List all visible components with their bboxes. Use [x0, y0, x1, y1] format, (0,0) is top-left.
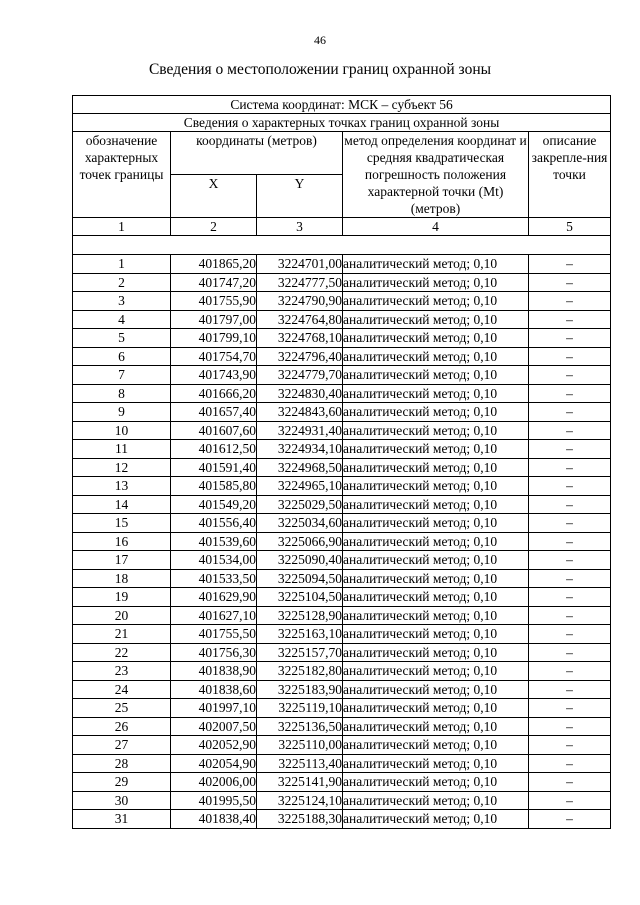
method-cell: аналитический метод; 0,10 — [343, 569, 529, 588]
x-coordinate-cell: 402054,90 — [171, 754, 257, 773]
description-cell: – — [529, 643, 611, 662]
x-coordinate-cell: 401657,40 — [171, 403, 257, 422]
y-coordinate-cell: 3225029,50 — [257, 495, 343, 514]
x-coordinate-cell: 401995,50 — [171, 791, 257, 810]
blank-cell — [73, 236, 611, 255]
y-coordinate-cell: 3225066,90 — [257, 532, 343, 551]
point-number-cell: 29 — [73, 773, 171, 792]
table-row — [73, 754, 611, 773]
method-cell: аналитический метод; 0,10 — [343, 791, 529, 810]
x-coordinate-cell: 402052,90 — [171, 736, 257, 755]
x-coordinate-cell: 402006,00 — [171, 773, 257, 792]
table-row — [73, 551, 611, 570]
description-cell: – — [529, 273, 611, 292]
method-cell: аналитический метод; 0,10 — [343, 273, 529, 292]
method-cell: аналитический метод; 0,10 — [343, 477, 529, 496]
method-cell: аналитический метод; 0,10 — [343, 680, 529, 699]
point-number-cell: 12 — [73, 458, 171, 477]
point-number-cell: 25 — [73, 699, 171, 718]
table-row — [73, 736, 611, 755]
point-number-cell: 18 — [73, 569, 171, 588]
method-cell: аналитический метод; 0,10 — [343, 366, 529, 385]
description-cell: – — [529, 551, 611, 570]
description-cell: – — [529, 736, 611, 755]
point-number-cell: 5 — [73, 329, 171, 348]
y-coordinate-cell: 3224843,60 — [257, 403, 343, 422]
y-coordinate-cell: 3225163,10 — [257, 625, 343, 644]
point-number-cell: 10 — [73, 421, 171, 440]
method-cell: аналитический метод; 0,10 — [343, 717, 529, 736]
description-cell: – — [529, 421, 611, 440]
point-number-cell: 4 — [73, 310, 171, 329]
method-cell: аналитический метод; 0,10 — [343, 384, 529, 403]
x-coordinate-cell: 401743,90 — [171, 366, 257, 385]
table-row — [73, 791, 611, 810]
y-coordinate-cell: 3225136,50 — [257, 717, 343, 736]
description-cell: – — [529, 625, 611, 644]
table-row — [73, 662, 611, 681]
x-coordinate-cell: 401666,20 — [171, 384, 257, 403]
point-number-cell: 19 — [73, 588, 171, 607]
y-coordinate-cell: 3224777,50 — [257, 273, 343, 292]
description-cell: – — [529, 680, 611, 699]
x-coordinate-cell: 401755,90 — [171, 292, 257, 311]
table-row — [73, 588, 611, 607]
description-cell: – — [529, 791, 611, 810]
column-number-3: 3 — [257, 218, 343, 236]
table-row — [73, 310, 611, 329]
y-coordinate-cell: 3224968,50 — [257, 458, 343, 477]
point-number-cell: 28 — [73, 754, 171, 773]
x-coordinate-cell: 401756,30 — [171, 643, 257, 662]
description-cell: – — [529, 310, 611, 329]
description-cell: – — [529, 292, 611, 311]
table-row — [73, 625, 611, 644]
x-coordinate-cell: 401556,40 — [171, 514, 257, 533]
method-cell: аналитический метод; 0,10 — [343, 440, 529, 459]
points-section-title: Сведения о характерных точках границ охранной зоны — [73, 114, 611, 132]
description-cell: – — [529, 366, 611, 385]
y-coordinate-cell: 3225113,40 — [257, 754, 343, 773]
x-coordinate-cell: 401838,60 — [171, 680, 257, 699]
point-number-cell: 21 — [73, 625, 171, 644]
point-number-cell: 3 — [73, 292, 171, 311]
table-row — [73, 532, 611, 551]
method-cell: аналитический метод; 0,10 — [343, 532, 529, 551]
y-coordinate-cell: 3225104,50 — [257, 588, 343, 607]
header-point-designation: обозначение характерных точек границы — [73, 132, 171, 218]
x-coordinate-cell: 401838,40 — [171, 810, 257, 829]
point-number-cell: 23 — [73, 662, 171, 681]
method-cell: аналитический метод; 0,10 — [343, 421, 529, 440]
description-cell: – — [529, 773, 611, 792]
table-row — [73, 643, 611, 662]
description-cell: – — [529, 810, 611, 829]
boundary-points-table — [72, 95, 611, 829]
column-number-1: 1 — [73, 218, 171, 236]
description-cell: – — [529, 477, 611, 496]
method-cell: аналитический метод; 0,10 — [343, 625, 529, 644]
description-cell: – — [529, 532, 611, 551]
column-number-4: 4 — [343, 218, 529, 236]
x-coordinate-cell: 401747,20 — [171, 273, 257, 292]
x-coordinate-cell: 402007,50 — [171, 717, 257, 736]
method-cell: аналитический метод; 0,10 — [343, 458, 529, 477]
method-cell: аналитический метод; 0,10 — [343, 514, 529, 533]
point-number-cell: 1 — [73, 255, 171, 274]
y-coordinate-cell: 3225124,10 — [257, 791, 343, 810]
description-cell: – — [529, 569, 611, 588]
y-coordinate-cell: 3224796,40 — [257, 347, 343, 366]
x-coordinate-cell: 401629,90 — [171, 588, 257, 607]
point-number-cell: 20 — [73, 606, 171, 625]
point-number-cell: 11 — [73, 440, 171, 459]
description-cell: – — [529, 384, 611, 403]
x-coordinate-cell: 401533,50 — [171, 569, 257, 588]
y-coordinate-cell: 3225090,40 — [257, 551, 343, 570]
description-cell: – — [529, 754, 611, 773]
table-row — [73, 569, 611, 588]
x-coordinate-cell: 401799,10 — [171, 329, 257, 348]
y-coordinate-cell: 3224934,10 — [257, 440, 343, 459]
point-number-cell: 2 — [73, 273, 171, 292]
table-row — [73, 495, 611, 514]
x-coordinate-cell: 401797,00 — [171, 310, 257, 329]
point-number-cell: 13 — [73, 477, 171, 496]
description-cell: – — [529, 717, 611, 736]
y-coordinate-cell: 3224790,90 — [257, 292, 343, 311]
description-cell: – — [529, 458, 611, 477]
table-row — [73, 440, 611, 459]
table-row — [73, 292, 611, 311]
y-coordinate-cell: 3225141,90 — [257, 773, 343, 792]
description-cell: – — [529, 495, 611, 514]
y-coordinate-cell: 3225094,50 — [257, 569, 343, 588]
method-cell: аналитический метод; 0,10 — [343, 310, 529, 329]
x-coordinate-cell: 401607,60 — [171, 421, 257, 440]
description-cell: – — [529, 588, 611, 607]
y-coordinate-cell: 3225157,70 — [257, 643, 343, 662]
x-coordinate-cell: 401539,60 — [171, 532, 257, 551]
point-number-cell: 14 — [73, 495, 171, 514]
method-cell: аналитический метод; 0,10 — [343, 773, 529, 792]
x-coordinate-cell: 401591,40 — [171, 458, 257, 477]
method-cell: аналитический метод; 0,10 — [343, 329, 529, 348]
point-number-cell: 31 — [73, 810, 171, 829]
point-number-cell: 9 — [73, 403, 171, 422]
table-row — [73, 606, 611, 625]
x-coordinate-cell: 401838,90 — [171, 662, 257, 681]
method-cell: аналитический метод; 0,10 — [343, 810, 529, 829]
method-cell: аналитический метод; 0,10 — [343, 736, 529, 755]
method-cell: аналитический метод; 0,10 — [343, 495, 529, 514]
table-row — [73, 717, 611, 736]
table-row — [73, 477, 611, 496]
point-number-cell: 8 — [73, 384, 171, 403]
document-title: Сведения о местоположении границ охранной зоны — [148, 61, 492, 78]
y-coordinate-cell: 3225183,90 — [257, 680, 343, 699]
table-row — [73, 255, 611, 274]
x-coordinate-cell: 401612,50 — [171, 440, 257, 459]
table-row — [73, 514, 611, 533]
point-number-cell: 27 — [73, 736, 171, 755]
table-row — [73, 680, 611, 699]
method-cell: аналитический метод; 0,10 — [343, 662, 529, 681]
point-number-cell: 7 — [73, 366, 171, 385]
method-cell: аналитический метод; 0,10 — [343, 606, 529, 625]
y-coordinate-cell: 3224931,40 — [257, 421, 343, 440]
y-coordinate-cell: 3224779,70 — [257, 366, 343, 385]
x-coordinate-cell: 401627,10 — [171, 606, 257, 625]
x-coordinate-cell: 401549,20 — [171, 495, 257, 514]
method-cell: аналитический метод; 0,10 — [343, 551, 529, 570]
table-row — [73, 421, 611, 440]
page-number: 46 — [314, 33, 326, 47]
method-cell: аналитический метод; 0,10 — [343, 403, 529, 422]
point-number-cell: 16 — [73, 532, 171, 551]
table-row — [73, 773, 611, 792]
header-y: Y — [257, 175, 343, 218]
method-cell: аналитический метод; 0,10 — [343, 347, 529, 366]
table-row — [73, 699, 611, 718]
description-cell: – — [529, 329, 611, 348]
table-row — [73, 329, 611, 348]
header-x: X — [171, 175, 257, 218]
y-coordinate-cell: 3225034,60 — [257, 514, 343, 533]
coordinate-system-title: Система координат: МСК – субъект 56 — [73, 96, 611, 114]
table-row — [73, 366, 611, 385]
point-number-cell: 15 — [73, 514, 171, 533]
description-cell: – — [529, 440, 611, 459]
y-coordinate-cell: 3224768,10 — [257, 329, 343, 348]
x-coordinate-cell: 401997,10 — [171, 699, 257, 718]
y-coordinate-cell: 3224965,10 — [257, 477, 343, 496]
method-cell: аналитический метод; 0,10 — [343, 699, 529, 718]
description-cell: – — [529, 662, 611, 681]
table-row — [73, 384, 611, 403]
y-coordinate-cell: 3224701,00 — [257, 255, 343, 274]
point-number-cell: 17 — [73, 551, 171, 570]
y-coordinate-cell: 3225128,90 — [257, 606, 343, 625]
description-cell: – — [529, 403, 611, 422]
column-number-2: 2 — [171, 218, 257, 236]
y-coordinate-cell: 3224830,40 — [257, 384, 343, 403]
method-cell: аналитический метод; 0,10 — [343, 255, 529, 274]
table-row — [73, 458, 611, 477]
table-row — [73, 810, 611, 829]
x-coordinate-cell: 401865,20 — [171, 255, 257, 274]
point-number-cell: 30 — [73, 791, 171, 810]
description-cell: – — [529, 606, 611, 625]
x-coordinate-cell: 401585,80 — [171, 477, 257, 496]
column-number-5: 5 — [529, 218, 611, 236]
x-coordinate-cell: 401534,00 — [171, 551, 257, 570]
y-coordinate-cell: 3225182,80 — [257, 662, 343, 681]
point-number-cell: 26 — [73, 717, 171, 736]
y-coordinate-cell: 3224764,80 — [257, 310, 343, 329]
method-cell: аналитический метод; 0,10 — [343, 292, 529, 311]
method-cell: аналитический метод; 0,10 — [343, 754, 529, 773]
table-row — [73, 273, 611, 292]
point-number-cell: 24 — [73, 680, 171, 699]
header-coordinates: координаты (метров) — [171, 132, 343, 175]
header-determination-method: метод определения координат и средняя квадратическая погрешность положения характерной точки (Mt) (метров) — [344, 133, 527, 216]
table-row — [73, 403, 611, 422]
method-cell: аналитический метод; 0,10 — [343, 643, 529, 662]
blank-separator-row — [73, 236, 611, 255]
description-cell: – — [529, 347, 611, 366]
description-cell: – — [529, 514, 611, 533]
header-point-description: описание закрепле-ния точки — [529, 132, 611, 218]
description-cell: – — [529, 699, 611, 718]
table-row — [73, 347, 611, 366]
method-cell: аналитический метод; 0,10 — [343, 588, 529, 607]
x-coordinate-cell: 401754,70 — [171, 347, 257, 366]
point-number-cell: 6 — [73, 347, 171, 366]
point-number-cell: 22 — [73, 643, 171, 662]
y-coordinate-cell: 3225110,00 — [257, 736, 343, 755]
y-coordinate-cell: 3225119,10 — [257, 699, 343, 718]
x-coordinate-cell: 401755,50 — [171, 625, 257, 644]
y-coordinate-cell: 3225188,30 — [257, 810, 343, 829]
description-cell: – — [529, 255, 611, 274]
